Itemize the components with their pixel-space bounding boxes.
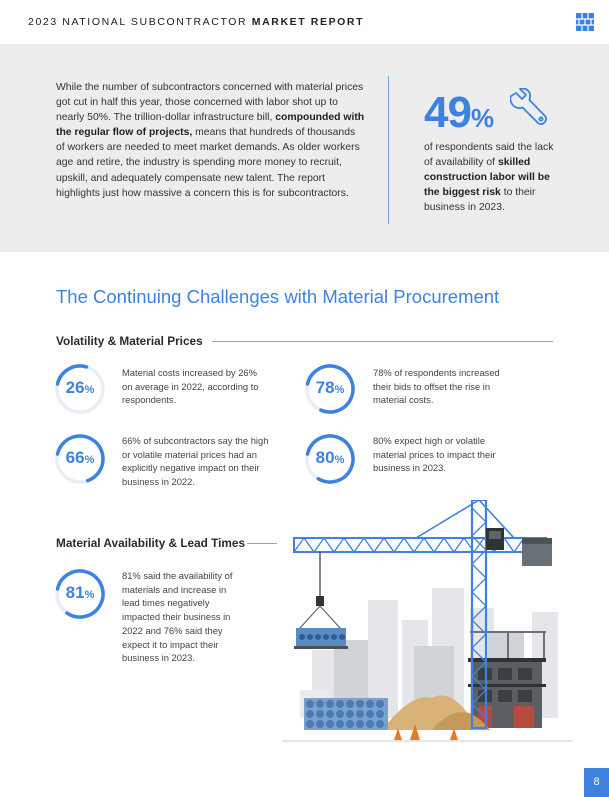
gauge-66: [53, 432, 107, 486]
gauge-value: 81%: [65, 583, 95, 602]
gauge-value: 80%: [315, 448, 345, 467]
vertical-divider: [388, 76, 389, 224]
stat-text-26: Material costs increased by 26% on average in 2022, according to respondents.: [122, 367, 259, 406]
page-number: 8: [584, 768, 609, 797]
availability-heading: Material Availability & Lead Times: [56, 536, 246, 550]
volatility-heading-rule: [212, 341, 553, 342]
section-title: The Continuing Challenges with Material Procurement: [56, 286, 500, 307]
intro-paragraph: While the number of subcontractors concerned with material prices got cut in half this year, those concerned with labor shot up to nearly 50%. The trillion-dollar infrastructure bill, compounded with the regular flow of projects, means that hundreds of thousands of workers are needed to meet market demands. As older workers age and retire, the industry is spending more money to recruit, upskill, and adequately compensate new talent. The report highlights just how massive a concern this is for subcontractors.: [56, 82, 365, 199]
wrench-icon: [510, 88, 550, 128]
report-title: 2023 NATIONAL SUBCONTRACTOR MARKET REPORT: [28, 16, 365, 28]
labor-risk-stat: 49%: [424, 88, 495, 137]
labor-risk-description: of respondents said the lack of availability of skilled construction labor will be the biggest risk to their business in 2023.: [424, 142, 554, 213]
gauge-value: 26%: [65, 378, 95, 397]
volatility-heading: Volatility & Material Prices: [56, 334, 203, 348]
intro-panel: [0, 44, 609, 252]
page-header: [0, 0, 609, 44]
gauge-80: [303, 432, 357, 486]
gauge-26: [53, 362, 107, 416]
brick-logo-icon: [576, 13, 594, 31]
gauge-78: [303, 362, 357, 416]
stat-text-66: 66% of subcontractors say the high or volatile material prices had an explicitly negative impact on their business in 2022.: [122, 435, 269, 488]
gauge-81: [53, 567, 107, 621]
stat-text-78: 78% of respondents increased their bids to offset the rise in material costs.: [373, 367, 500, 406]
pipe-stack: [304, 698, 388, 730]
construction-crane-illustration: [282, 500, 582, 750]
gauge-value: 78%: [315, 378, 345, 397]
gauge-value: 66%: [65, 448, 95, 467]
stat-text-81: 81% said the availability of materials and increase in lead times negatively impacted their business in 2022 and 76% said they expect it to impact their business in 2023.: [122, 570, 233, 664]
stat-text-80: 80% expect high or volatile material prices to impact their business in 2023.: [373, 435, 496, 474]
availability-heading-rule: [247, 543, 277, 544]
